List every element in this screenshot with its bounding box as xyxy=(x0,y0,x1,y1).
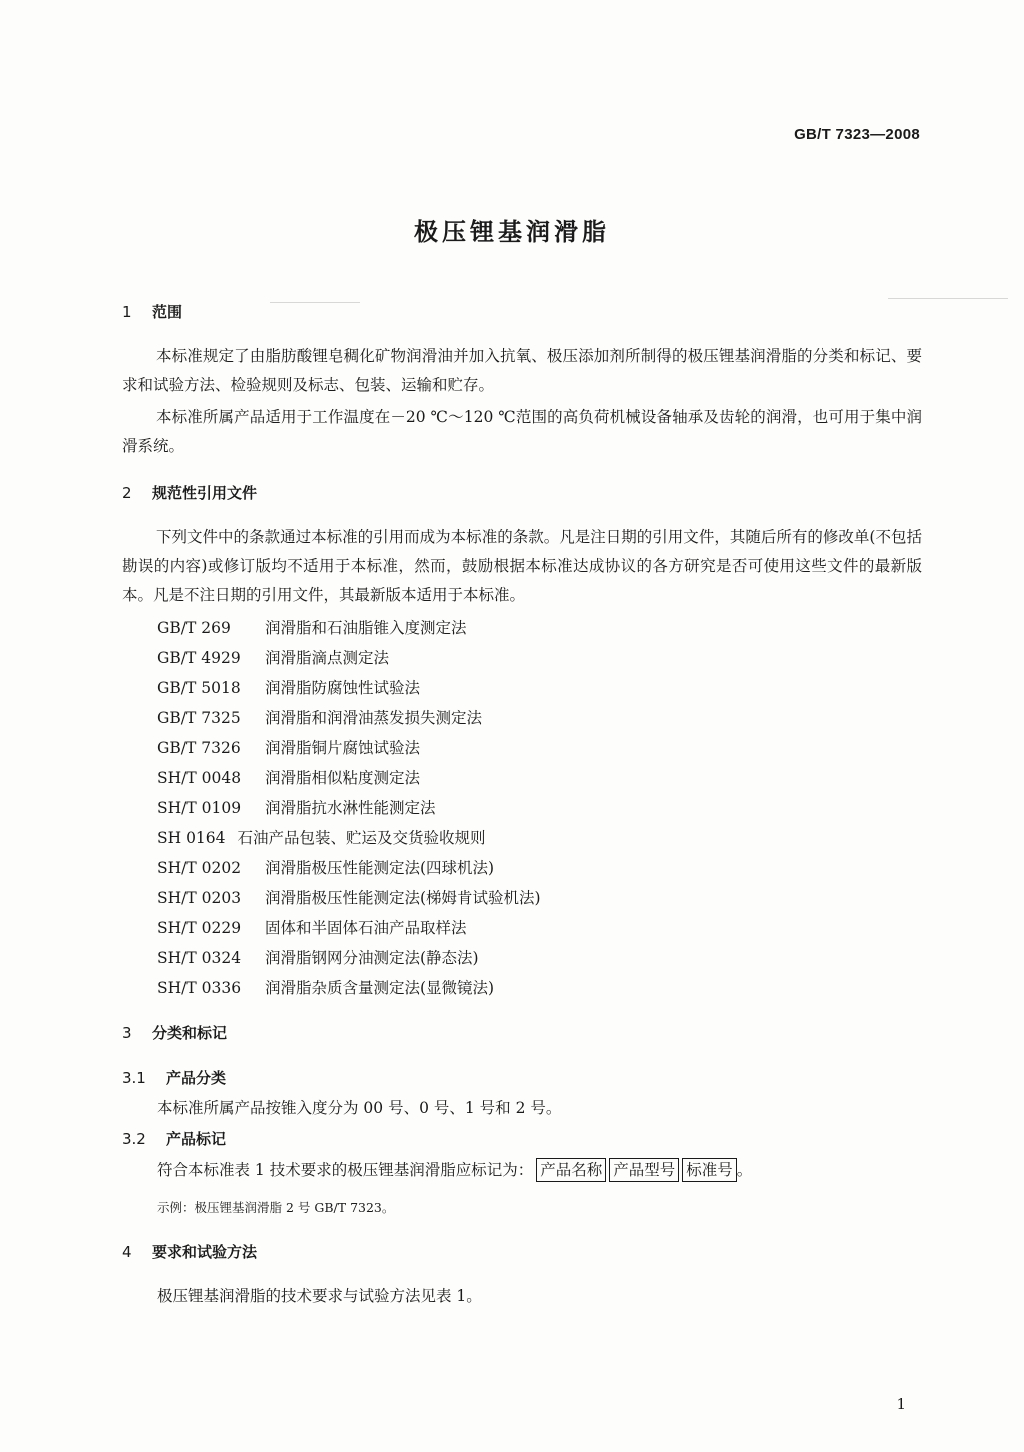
subsection-number: 3.2 xyxy=(122,1130,146,1148)
marking-text: 符合本标准表 1 技术要求的极压锂基润滑脂应标记为： xyxy=(157,1161,534,1179)
reference-title: 润滑脂极压性能测定法(梯姆肯试验机法) xyxy=(265,889,541,907)
reference-item xyxy=(157,973,541,1003)
page-number: 1 xyxy=(896,1395,906,1413)
reference-item xyxy=(157,613,541,643)
reference-item xyxy=(157,883,541,913)
section-title: 范围 xyxy=(152,303,183,321)
reference-title: 润滑脂相似粘度测定法 xyxy=(265,769,421,787)
scope-paragraph-2: 本标准所属产品适用于工作温度在－20 ℃～120 ℃范围的高负荷机械设备轴承及齿轮的润滑，也可用于集中润滑系统。 xyxy=(122,408,922,455)
subsection-heading-product-marking xyxy=(122,1128,226,1149)
reference-item xyxy=(157,943,541,973)
reference-title: 润滑脂极压性能测定法(四球机法) xyxy=(265,859,495,877)
standard-number-box: 标准号 xyxy=(682,1158,737,1182)
section-number: 2 xyxy=(122,484,132,502)
reference-code: SH/T 0048 xyxy=(157,769,242,787)
section-title: 规范性引用文件 xyxy=(152,484,258,502)
section-number: 1 xyxy=(122,303,132,321)
section-title: 要求和试验方法 xyxy=(152,1243,258,1261)
subsection-title: 产品标记 xyxy=(166,1130,227,1148)
reference-code: SH/T 0109 xyxy=(157,799,242,817)
reference-title: 石油产品包装、贮运及交货验收规则 xyxy=(237,829,486,847)
reference-title: 润滑脂钢网分油测定法(静态法) xyxy=(265,949,479,967)
reference-item xyxy=(157,643,541,673)
reference-title: 固体和半固体石油产品取样法 xyxy=(265,919,467,937)
reference-code: SH/T 0203 xyxy=(157,889,242,907)
reference-code: SH/T 0229 xyxy=(157,919,242,937)
scan-artifact xyxy=(270,302,360,303)
reference-code: SH 0164 xyxy=(157,829,226,847)
requirements-text: 极压锂基润滑脂的技术要求与试验方法见表 1。 xyxy=(157,1287,482,1305)
reference-code: SH/T 0336 xyxy=(157,979,242,997)
reference-item xyxy=(157,793,541,823)
reference-title: 润滑脂滴点测定法 xyxy=(265,649,390,667)
reference-code: SH/T 0324 xyxy=(157,949,242,967)
section-heading-classification xyxy=(122,1022,227,1043)
reference-code: SH/T 0202 xyxy=(157,859,242,877)
section-heading-requirements xyxy=(122,1241,257,1262)
reference-code: GB/T 269 xyxy=(157,619,231,637)
product-model-box: 产品型号 xyxy=(609,1158,679,1182)
reference-title: 润滑脂杂质含量测定法(显微镜法) xyxy=(265,979,495,997)
reference-code: GB/T 7325 xyxy=(157,709,241,727)
reference-title: 润滑脂抗水淋性能测定法 xyxy=(265,799,436,817)
reference-list xyxy=(157,613,541,1003)
classification-text: 本标准所属产品按锥入度分为 00 号、0 号、1 号和 2 号。 xyxy=(157,1099,562,1117)
scan-artifact xyxy=(888,298,1008,299)
reference-item xyxy=(157,763,541,793)
standard-code: GB/T 7323—2008 xyxy=(794,126,920,143)
reference-item xyxy=(157,823,541,853)
references-intro-paragraph: 下列文件中的条款通过本标准的引用而成为本标准的条款。凡是注日期的引用文件，其随后所有的修改单(不包括勘误的内容)或修订版均不适用于本标准，然而，鼓励根据本标准达成协议的各方研究是否可使用这些文件的最新版本。凡是不注日期的引用文件，其最新版本适用于本标准。 xyxy=(122,528,922,604)
reference-item xyxy=(157,913,541,943)
reference-title: 润滑脂防腐蚀性试验法 xyxy=(265,679,421,697)
subsection-heading-product-classification xyxy=(122,1067,226,1088)
reference-item xyxy=(157,673,541,703)
scope-paragraph-1: 本标准规定了由脂肪酸锂皂稠化矿物润滑油并加入抗氧、极压添加剂所制得的极压锂基润滑脂的分类和标记、要求和试验方法、检验规则及标志、包装、运输和贮存。 xyxy=(122,347,922,394)
reference-item xyxy=(157,853,541,883)
reference-item xyxy=(157,703,541,733)
section-heading-normative-references xyxy=(122,482,257,503)
reference-title: 润滑脂铜片腐蚀试验法 xyxy=(265,739,421,757)
reference-item xyxy=(157,733,541,763)
document-title: 极压锂基润滑脂 xyxy=(414,218,610,246)
section-number: 4 xyxy=(122,1243,132,1261)
product-name-box: 产品名称 xyxy=(536,1158,606,1182)
subsection-title: 产品分类 xyxy=(166,1069,227,1087)
marking-example: 示例：极压锂基润滑脂 2 号 GB/T 7323。 xyxy=(157,1200,395,1215)
reference-code: GB/T 4929 xyxy=(157,649,241,667)
reference-code: GB/T 5018 xyxy=(157,679,241,697)
subsection-number: 3.1 xyxy=(122,1069,146,1087)
section-title: 分类和标记 xyxy=(152,1024,228,1042)
reference-title: 润滑脂和润滑油蒸发损失测定法 xyxy=(265,709,483,727)
marking-line xyxy=(157,1158,752,1182)
section-heading-scope xyxy=(122,301,182,322)
reference-title: 润滑脂和石油脂锥入度测定法 xyxy=(265,619,467,637)
marking-end: 。 xyxy=(736,1161,753,1179)
section-number: 3 xyxy=(122,1024,132,1042)
reference-code: GB/T 7326 xyxy=(157,739,241,757)
